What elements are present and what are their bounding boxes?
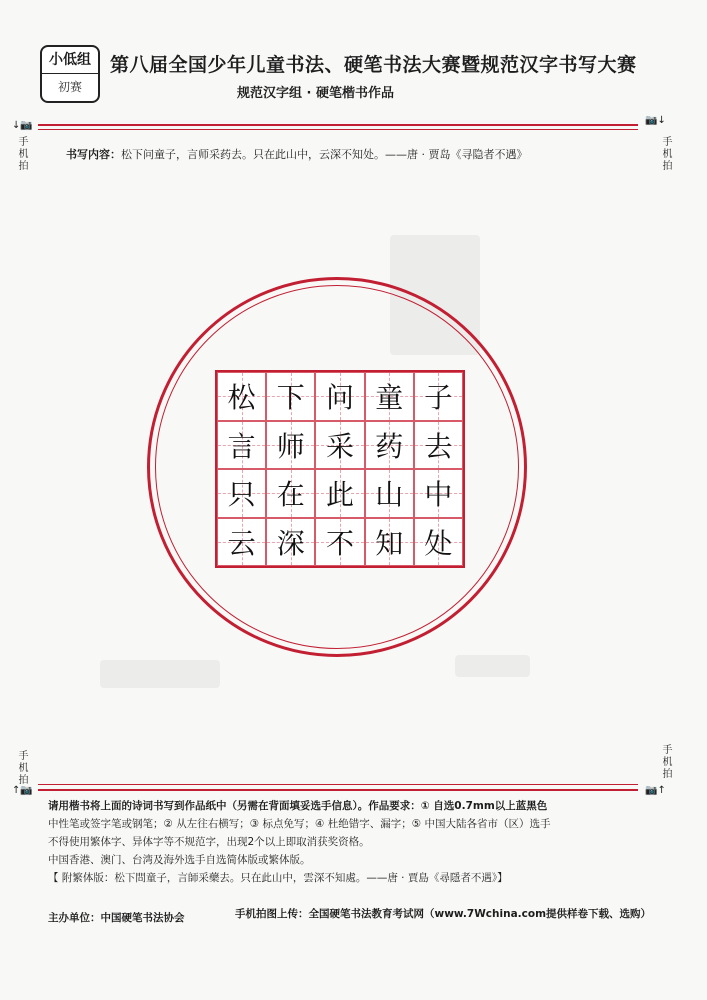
grid-cell	[414, 372, 463, 421]
grid-character: 云	[227, 526, 256, 560]
grid-character: 言	[227, 429, 256, 463]
grid-cell	[365, 469, 414, 518]
instructions	[48, 797, 668, 887]
bottom-rule-thin	[38, 784, 638, 785]
grid-cell	[217, 469, 266, 518]
writing-content-label: 书写内容：	[66, 148, 121, 161]
grid-character: 下	[276, 381, 305, 415]
instructions-line-5: 【 附繁体版：松下問童子，言師采藥去。只在此山中，雲深不知處。——唐 · 賈島《尋隱者不遇》】	[48, 872, 508, 884]
grid-cell	[315, 518, 364, 567]
grid-character: 处	[424, 526, 453, 560]
camera-icon-top-left: ↓📷	[12, 120, 33, 131]
grid-cell	[365, 518, 414, 567]
camera-icon-bottom-left: ↑📷	[12, 785, 33, 796]
grid-character: 采	[325, 429, 354, 463]
grid-character: 山	[375, 478, 404, 512]
grid-character: 不	[325, 526, 354, 560]
grid-character: 师	[276, 429, 305, 463]
writing-content	[66, 146, 528, 162]
grid-character: 药	[375, 429, 404, 463]
grid-cell	[266, 421, 315, 470]
grid-cell	[217, 421, 266, 470]
organizer: 主办单位：中国硬笔书法协会	[48, 912, 185, 924]
instructions-line-4: 中国香港、澳门、台湾及海外选手自选简体版或繁体版。	[48, 854, 311, 866]
grid-cell	[266, 372, 315, 421]
tianzige-grid	[215, 370, 465, 568]
phone-shoot-label-top-left: 手机拍	[16, 136, 27, 172]
page-subtitle: 规范汉字组 · 硬笔楷书作品	[237, 86, 394, 101]
grid-character: 在	[276, 478, 305, 512]
group-label: 小低组	[42, 47, 98, 74]
grid-character: 此	[325, 478, 354, 512]
grid-cell	[365, 372, 414, 421]
phone-shoot-label-bottom-left: 手机拍	[16, 750, 27, 786]
grid-character: 中	[424, 478, 453, 512]
top-rule	[38, 124, 638, 126]
grid-cell	[315, 372, 364, 421]
scan-smudge	[455, 655, 530, 677]
instructions-line-2: 中性笔或签字笔或钢笔；② 从左往右横写；③ 标点免写；④ 杜绝错字、漏字；⑤ 中国大陆各省市（区）选手	[48, 818, 551, 830]
phone-shoot-label-top-right: 手机拍	[660, 136, 671, 172]
camera-icon-top-right: 📷↓	[645, 115, 666, 126]
page-title: 第八届全国少年儿童书法、硬笔书法大赛暨规范汉字书写大赛	[110, 54, 637, 76]
grid-character: 去	[424, 429, 453, 463]
grid-character: 问	[325, 381, 354, 415]
upload-info: 手机拍图上传：全国硬笔书法教育考试网（www.7Wchina.com提供样卷下载、选购）	[235, 908, 652, 920]
grid-character: 深	[276, 526, 305, 560]
grid-cell	[414, 469, 463, 518]
instructions-line-1: 请用楷书将上面的诗词书写到作品纸中（另需在背面填妥选手信息）。作品要求：① 自选0.7mm以上蓝黑色	[48, 800, 548, 812]
category-badge	[40, 45, 100, 103]
scan-smudge	[100, 660, 220, 688]
camera-icon-bottom-right: 📷↑	[645, 785, 666, 796]
grid-character: 子	[424, 381, 453, 415]
bottom-rule	[38, 789, 638, 791]
grid-cell	[414, 421, 463, 470]
top-rule-thin	[38, 129, 638, 130]
grid-cell	[217, 518, 266, 567]
grid-character: 松	[227, 381, 256, 415]
phone-shoot-label-bottom-right: 手机拍	[660, 744, 671, 780]
grid-cell	[266, 469, 315, 518]
grid-character: 童	[375, 381, 404, 415]
grid-cell	[266, 518, 315, 567]
grid-cell	[217, 372, 266, 421]
grid-character: 只	[227, 478, 256, 512]
writing-content-text: 松下问童子，言师采药去。只在此山中，云深不知处。——唐 · 贾岛《寻隐者不遇》	[121, 148, 528, 161]
grid-cell	[414, 518, 463, 567]
instructions-line-3: 不得使用繁体字、异体字等不规范字，出现2个以上即取消获奖资格。	[48, 836, 370, 848]
grid-cell	[365, 421, 414, 470]
grid-cell	[315, 469, 364, 518]
grid-cell	[315, 421, 364, 470]
round-label: 初赛	[57, 80, 82, 94]
grid-character: 知	[375, 526, 404, 560]
